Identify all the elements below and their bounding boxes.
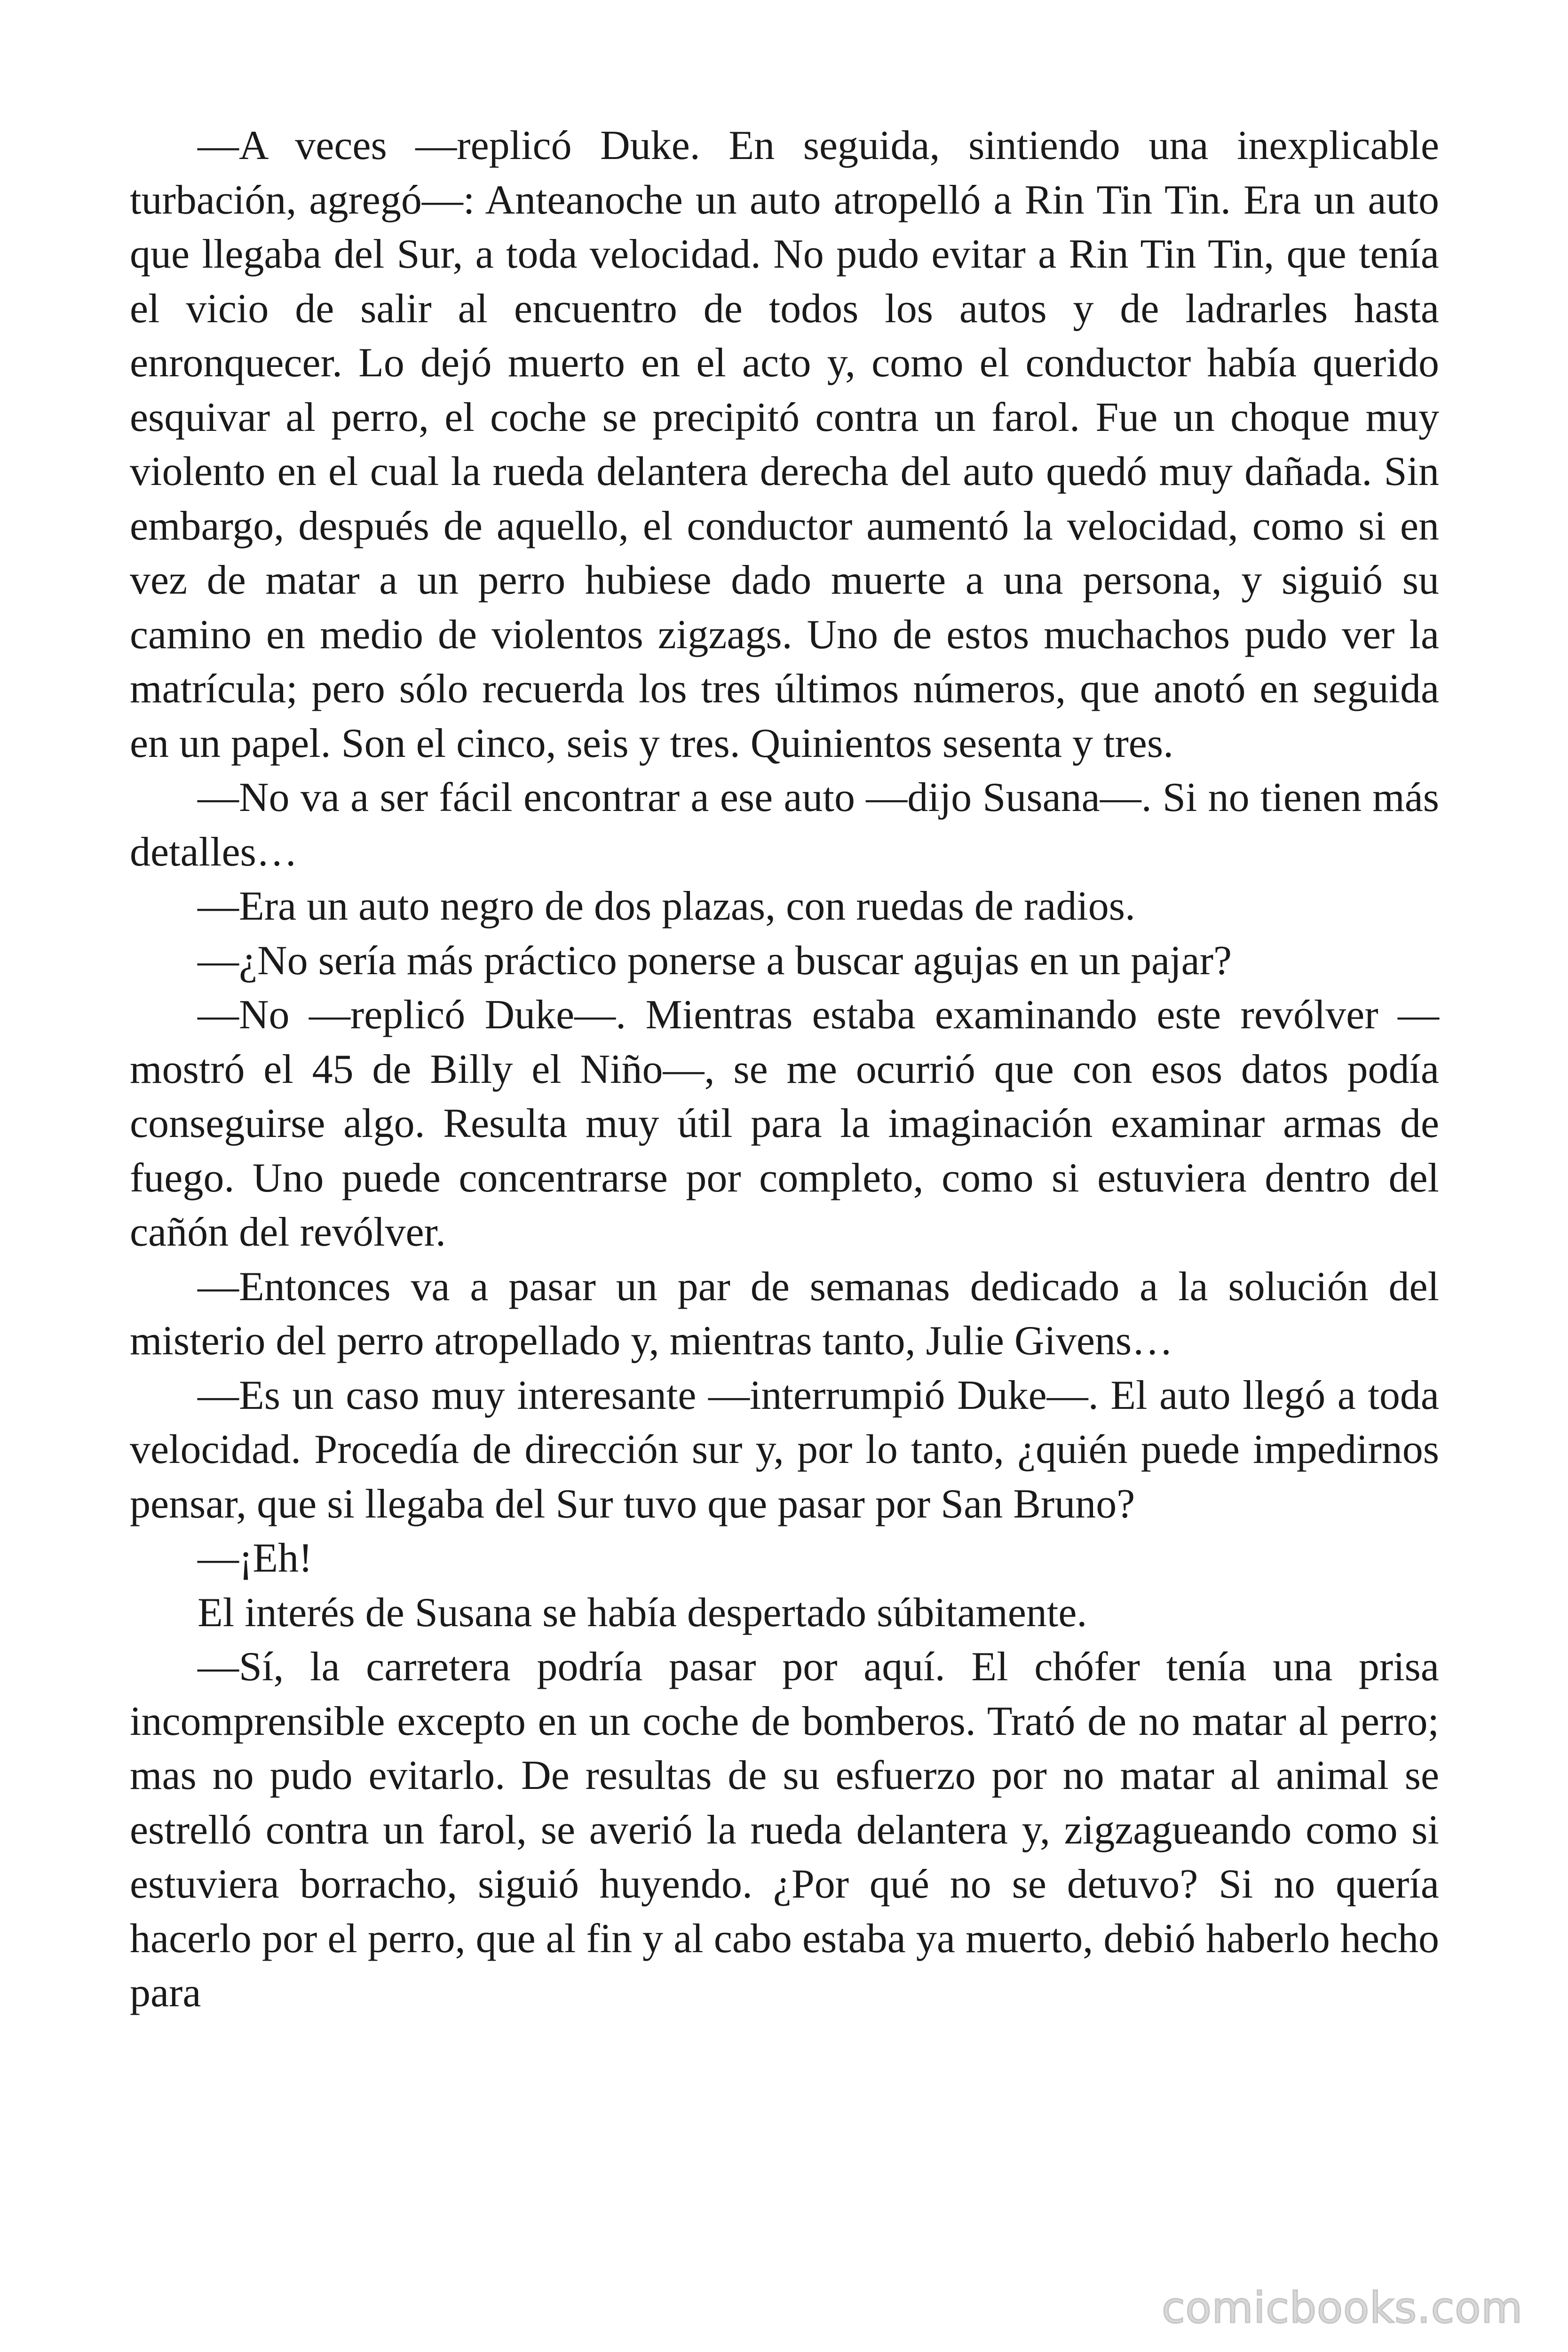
paragraph: El interés de Susana se había despertado súbitamente. [198, 1589, 1087, 1636]
paragraph: —Entonces va a pasar un par de semanas dedicado a la solución del misterio del perro atropellado y, mientras tanto, Julie Givens… [130, 1263, 1439, 1364]
paragraph: —Era un auto negro de dos plazas, con ruedas de radios. [198, 883, 1136, 929]
paragraph: —A veces —replicó Duke. En seguida, sintiendo una inexplicable turbación, agregó—: Anteanoche un auto atropelló a Rin Tin Tin. Era un auto que llegaba del Sur, a toda velocidad. No pudo evitar a Rin Tin Tin, que tenía el vicio de salir al encuentro de todos los autos y de ladrarles hasta enronquecer. Lo dejó muerto en el acto y, como el conductor había querido esquivar al perro, el coche se precipitó contra un farol. Fue un choque muy violento en el cual la rueda delantera derecha del auto quedó muy dañada. Sin embargo, después de aquello, el conductor aumentó la velocidad, como si en vez de matar a un perro hubiese dado muerte a una persona, y siguió su camino en medio de violentos zigzags. Uno de estos muchachos pudo ver la matrícula; pero sólo recuerda los tres últimos números, que anotó en seguida en un papel. Son el cinco, seis y tres. Quinientos sesenta y tres. [130, 123, 1439, 766]
paragraph: —No —replicó Duke—. Mientras estaba examinando este revólver —mostró el 45 de Billy el Niño—, se me ocurrió que con esos datos podía conseguirse algo. Resulta muy útil para la imaginación examinar armas de fuego. Uno puede concentrarse por completo, como si estuviera dentro del cañón del revólver. [130, 992, 1439, 1255]
body-text [130, 119, 1439, 2020]
paragraph: —Es un caso muy interesante —interrumpió Duke—. El auto llegó a toda velocidad. Procedía de dirección sur y, por lo tanto, ¿quién puede impedirnos pensar, que si llegaba del Sur tuvo que pasar por San Bruno? [130, 1372, 1439, 1527]
paragraph: —¡Eh! [198, 1535, 313, 1581]
paragraph: —No va a ser fácil encontrar a ese auto —dijo Susana—. Si no tienen más detalles… [130, 775, 1439, 875]
paragraph: —¿No sería más práctico ponerse a buscar agujas en un pajar? [198, 938, 1232, 984]
watermark: comicbooks.com [1162, 2283, 1523, 2333]
paragraph: —Sí, la carretera podría pasar por aquí. El chófer tenía una prisa incomprensible excepto en un coche de bomberos. Trató de no matar al perro; mas no pudo evitarlo. De resultas de su esfuerzo por no matar al animal se estrelló contra un farol, se averió la rueda delantera y, zigzagueando como si estuviera borracho, siguió huyendo. ¿Por qué no se detuvo? Si no quería hacerlo por el perro, que al fin y al cabo estaba ya muerto, debió haberlo hecho para [130, 1644, 1439, 2016]
